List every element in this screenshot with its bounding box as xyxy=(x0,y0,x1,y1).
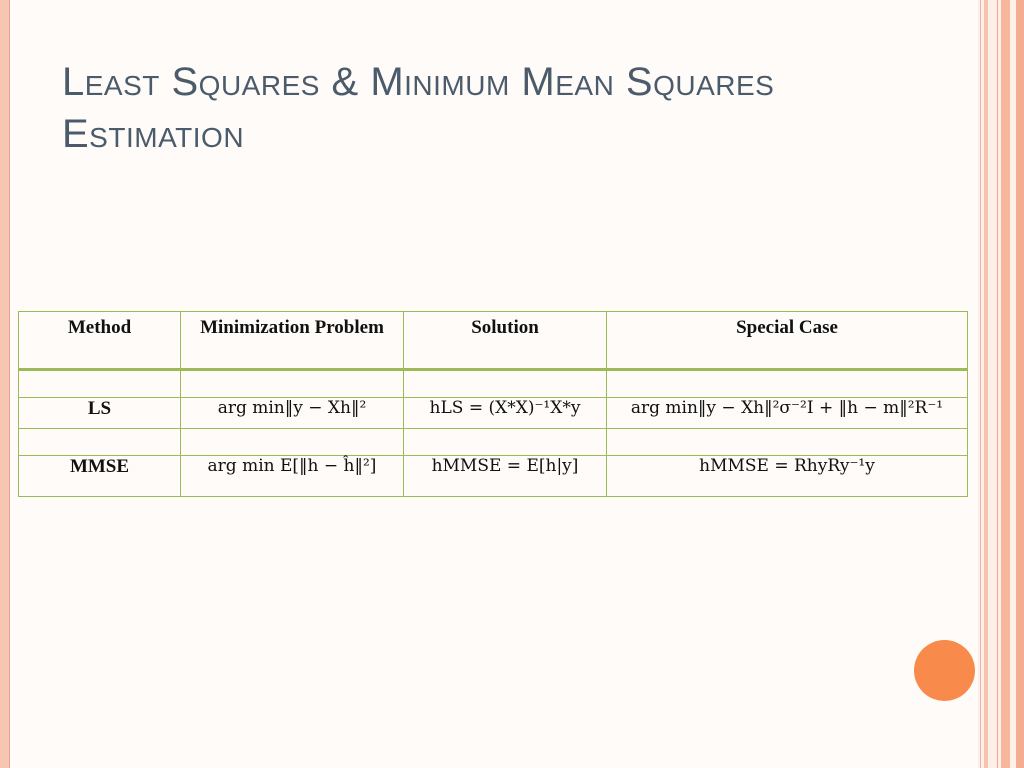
ls-minimization-formula: arg min‖y − Xh‖² xyxy=(181,398,404,429)
ls-solution-formula: hLS = (X*X)⁻¹X*y xyxy=(404,398,607,429)
stripe xyxy=(984,0,988,768)
mmse-minimization-formula: arg min E[‖h − ĥ‖²] xyxy=(181,456,404,497)
slide-title-line1: Least Squares & Minimum Mean Squares xyxy=(62,60,775,104)
header-method: Method xyxy=(19,312,181,370)
header-solution: Solution xyxy=(404,312,607,370)
table-header-row xyxy=(19,312,968,370)
slide-title-line2: Estimation xyxy=(62,112,245,156)
stripe xyxy=(997,0,998,768)
table-spacer-row xyxy=(19,370,968,398)
right-stripes-decoration xyxy=(978,0,1024,768)
stripe xyxy=(1016,0,1024,768)
cell xyxy=(19,370,181,398)
header-special-case: Special Case xyxy=(607,312,968,370)
left-edge-decoration xyxy=(0,0,9,768)
slide-title xyxy=(62,56,942,160)
cell xyxy=(607,370,968,398)
stripe xyxy=(980,0,981,768)
method-ls: LS xyxy=(19,398,181,429)
comparison-table xyxy=(18,311,968,497)
table-spacer-row xyxy=(19,429,968,456)
table-row-ls xyxy=(19,398,968,429)
left-edge-line xyxy=(9,0,10,768)
cell xyxy=(607,429,968,456)
stripe xyxy=(1001,0,1010,768)
mmse-special-case-formula: hMMSE = RhyRy⁻¹y xyxy=(607,456,968,497)
cell xyxy=(404,370,607,398)
method-mmse: MMSE xyxy=(19,456,181,497)
cell xyxy=(19,429,181,456)
mmse-solution-formula: hMMSE = E[h|y] xyxy=(404,456,607,497)
cell xyxy=(181,429,404,456)
cell xyxy=(404,429,607,456)
header-minimization-problem: Minimization Problem xyxy=(181,312,404,370)
cell xyxy=(181,370,404,398)
ls-special-case-formula: arg min‖y − Xh‖²σ⁻²I + ‖h − m‖²R⁻¹ xyxy=(607,398,968,429)
accent-circle-decoration xyxy=(914,640,975,701)
table-row-mmse xyxy=(19,456,968,497)
